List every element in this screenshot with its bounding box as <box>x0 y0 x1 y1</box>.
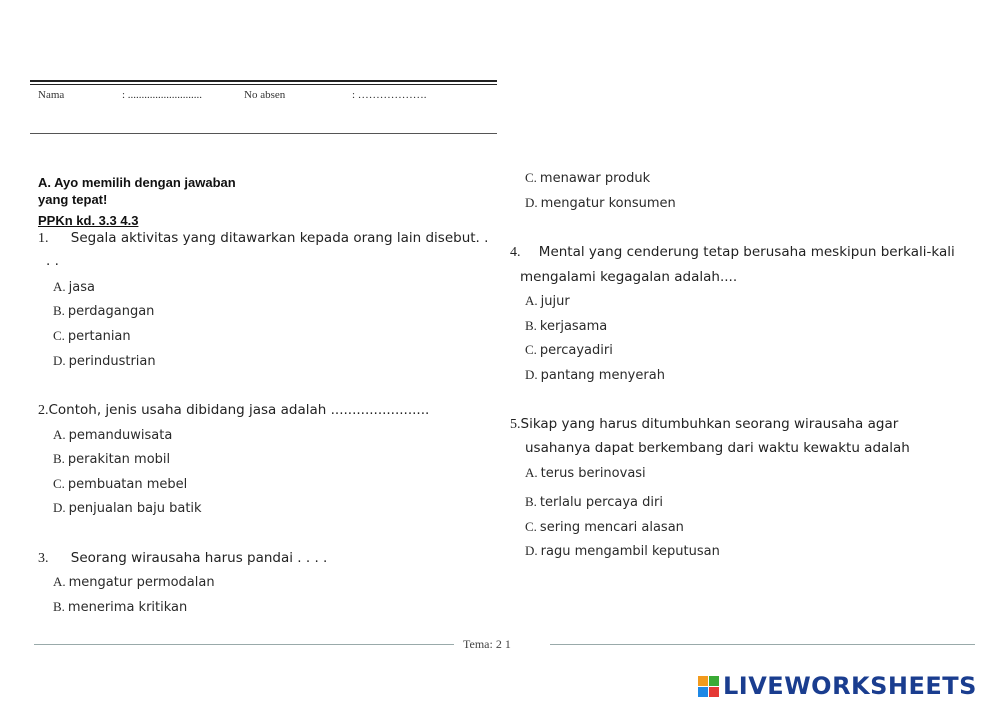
option-letter: D. <box>53 353 66 368</box>
logo-square <box>698 676 708 686</box>
option-text: mengatur permodalan <box>68 575 215 590</box>
question-5-option-d[interactable] <box>525 543 720 559</box>
option-text: menawar produk <box>539 171 651 186</box>
question-1-option-a[interactable] <box>53 279 95 295</box>
section-title-line1: A. Ayo memilih dengan jawaban <box>38 175 236 190</box>
option-text: percayadiri <box>539 343 613 358</box>
option-letter: A. <box>53 574 66 589</box>
option-letter: D. <box>525 367 538 382</box>
question-4-number: 4. <box>510 245 521 260</box>
absen-label: No absen <box>244 89 286 101</box>
question-1-number: 1. <box>38 231 49 246</box>
option-letter: C. <box>525 170 537 185</box>
option-text: mengatur konsumen <box>540 196 676 211</box>
question-1-option-d[interactable] <box>53 353 156 369</box>
question-2 <box>38 402 429 419</box>
question-4-continuation: mengalami kegagalan adalah.... <box>520 269 738 285</box>
question-4-option-d[interactable] <box>525 367 665 383</box>
question-3-text: Seorang wirausaha harus pandai . . . . <box>70 550 328 566</box>
option-text: kerjasama <box>539 319 608 334</box>
option-text: pantang menyerah <box>540 368 665 383</box>
option-text: ragu mengambil keputusan <box>540 544 720 559</box>
question-5-option-a[interactable] <box>525 465 646 481</box>
option-letter: C. <box>525 342 537 357</box>
question-3-number: 3. <box>38 551 49 566</box>
question-2-option-d[interactable] <box>53 500 202 516</box>
question-2-option-a[interactable] <box>53 427 172 443</box>
question-2-option-b[interactable] <box>53 451 170 467</box>
option-text: perdagangan <box>67 304 155 319</box>
option-text: jujur <box>540 294 570 309</box>
option-text: pemanduwisata <box>68 428 173 443</box>
question-1-option-c[interactable] <box>53 328 131 344</box>
footer-rule-right <box>550 644 975 645</box>
question-2-number: 2. <box>38 403 49 418</box>
question-2-option-c[interactable] <box>53 476 187 492</box>
logo-square <box>709 687 719 697</box>
option-text: jasa <box>68 280 95 295</box>
option-letter: D. <box>525 195 538 210</box>
option-text: sering mencari alasan <box>539 520 684 535</box>
question-1 <box>38 230 488 247</box>
option-text: terus berinovasi <box>540 466 646 481</box>
section-title-line2: yang tepat! <box>38 192 108 207</box>
question-4-text: Mental yang cenderung tetap berusaha meskipun berkali-kali <box>538 244 955 260</box>
option-letter: B. <box>525 494 537 509</box>
question-5-option-b[interactable] <box>525 494 663 510</box>
option-letter: D. <box>53 500 66 515</box>
logo-square <box>709 676 719 686</box>
question-5-continuation: usahanya dapat berkembang dari waktu kewaktu adalah <box>525 440 910 456</box>
header-top-rule-thick <box>30 80 497 82</box>
option-letter: A. <box>525 293 538 308</box>
question-5-text: Sikap yang harus ditumbuhkan seorang wirausaha agar <box>520 416 899 432</box>
option-letter: B. <box>53 599 65 614</box>
liveworksheets-logo <box>698 672 977 700</box>
question-3-option-b[interactable] <box>53 599 187 615</box>
option-text: pembuatan mebel <box>67 477 188 492</box>
question-5-option-c[interactable] <box>525 519 684 535</box>
option-letter: A. <box>525 465 538 480</box>
logo-text: LIVEWORKSHEETS <box>723 672 977 700</box>
option-letter: D. <box>525 543 538 558</box>
option-text: menerima kritikan <box>67 600 188 615</box>
question-5 <box>510 416 898 433</box>
option-letter: C. <box>53 476 65 491</box>
question-3-option-d[interactable] <box>525 195 676 211</box>
option-letter: A. <box>53 279 66 294</box>
question-2-text: Contoh, jenis usaha dibidang jasa adalah ....................... <box>48 402 430 418</box>
question-1-continuation: . . <box>46 253 59 269</box>
option-text: terlalu percaya diri <box>539 495 663 510</box>
option-text: perindustrian <box>68 354 156 369</box>
question-4-option-a[interactable] <box>525 293 570 309</box>
header-bottom-rule <box>30 133 497 134</box>
header-top-rule-thin <box>30 84 497 85</box>
question-4-option-c[interactable] <box>525 342 613 358</box>
absen-field[interactable]: : ………………. <box>352 89 427 101</box>
question-4-option-b[interactable] <box>525 318 607 334</box>
question-1-text: Segala aktivitas yang ditawarkan kepada orang lain disebut. . <box>70 230 489 246</box>
option-letter: B. <box>53 451 65 466</box>
name-label: Nama <box>38 89 65 101</box>
option-letter: B. <box>53 303 65 318</box>
section-subtitle: PPKn kd. 3.3 4.3 <box>38 213 139 228</box>
logo-square <box>698 687 708 697</box>
option-letter: B. <box>525 318 537 333</box>
question-3 <box>38 550 327 567</box>
question-3-option-a[interactable] <box>53 574 215 590</box>
option-text: pertanian <box>67 329 131 344</box>
name-field[interactable]: : ........................... <box>122 89 203 101</box>
option-letter: C. <box>53 328 65 343</box>
footer-tema: Tema: 2 1 <box>463 637 511 651</box>
footer-rule-left <box>34 644 454 645</box>
question-1-option-b[interactable] <box>53 303 154 319</box>
option-text: perakitan mobil <box>67 452 171 467</box>
question-3-option-c[interactable] <box>525 170 650 186</box>
option-letter: A. <box>53 427 66 442</box>
logo-squares-icon <box>698 676 719 697</box>
question-5-number: 5. <box>510 417 521 432</box>
question-4 <box>510 244 955 261</box>
option-letter: C. <box>525 519 537 534</box>
option-text: penjualan baju batik <box>68 501 202 516</box>
